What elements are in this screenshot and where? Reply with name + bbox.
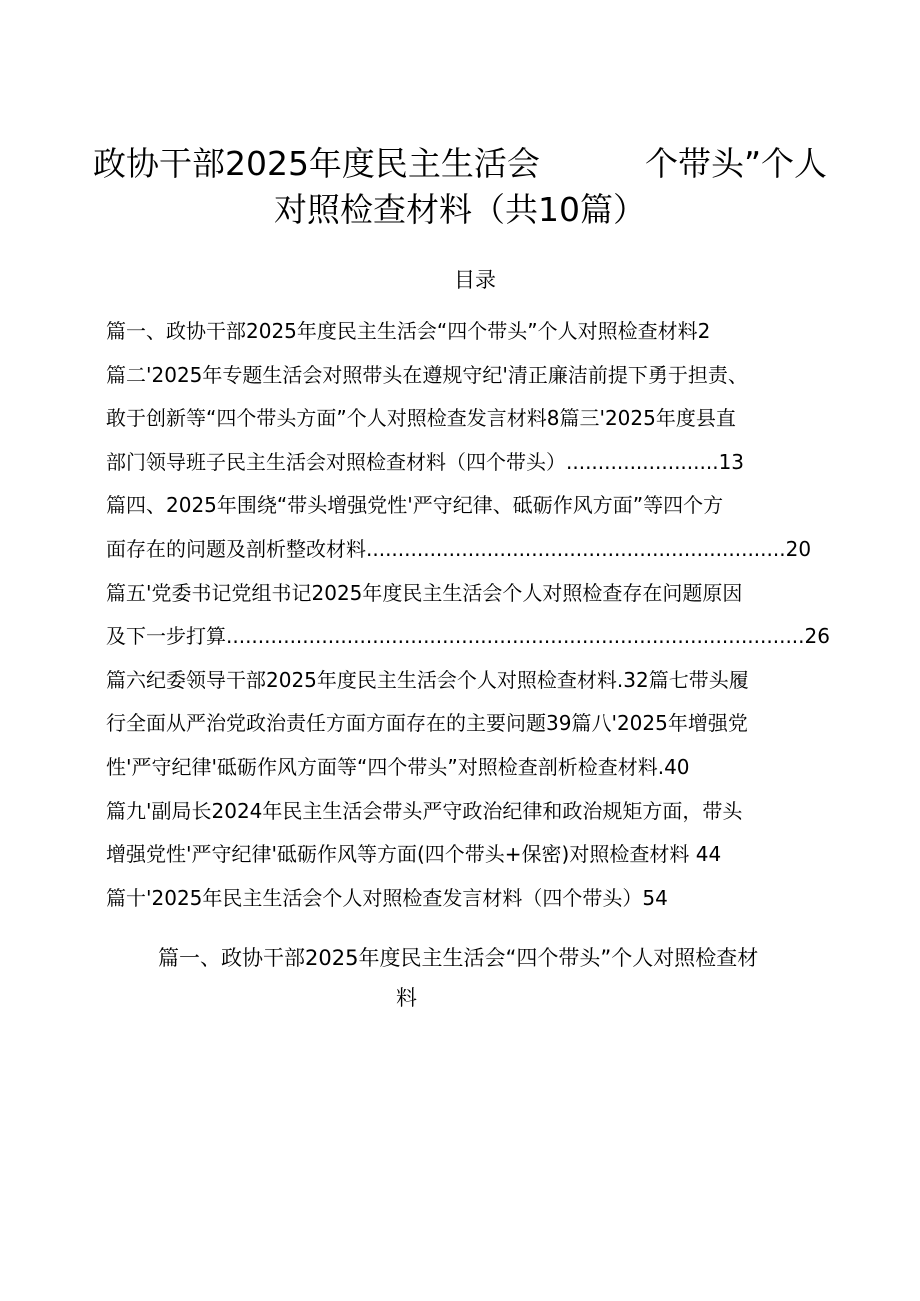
toc-heading: 目录 — [454, 268, 496, 292]
toc-line: 部门领导班子民主生活会对照检查材料（四个带头）........................13 — [106, 449, 745, 474]
toc-line: 篇四、2025年围绕“带头增强党性'严守纪律、砥砺作风方面”等四个方 — [106, 493, 724, 518]
table-of-contents — [106, 310, 846, 920]
toc-line: 篇九'副局长2024年民主生活会带头严守政治纪律和政治规矩方面，带头 — [106, 798, 743, 823]
document-title-line-1 — [0, 138, 920, 185]
toc-line: 篇五'党委书记党组书记2025年度民主生活会个人对照检查存在问题原因 — [106, 580, 743, 605]
toc-line: 敢于创新等“四个带头方面”个人对照检查发言材料8篇三'2025年度县直 — [106, 406, 736, 431]
toc-line: 行全面从严治党政治责任方面方面存在的主要问题39篇八'2025年增强党 — [106, 711, 748, 736]
toc-line: 增强党性'严守纪律'砥砺作风等方面(四个带头+保密)对照检查材料 44 — [106, 842, 722, 867]
toc-line: 篇十'2025年民主生活会个人对照检查发言材料（四个带头）54 — [106, 885, 668, 910]
title-line-1-right: 个带头”个人 — [644, 144, 828, 183]
section-heading: 篇一、政协干部2025年度民主生活会“四个带头”个人对照检查材 — [158, 946, 759, 970]
toc-line: 篇二'2025年专题生活会对照带头在遵规守纪'清正廉洁前提下勇于担责、 — [106, 362, 748, 387]
toc-line: 及下一步打算...........................................................................................26 — [106, 624, 830, 649]
toc-line: 性'严守纪律'砥砺作风方面等“四个带头”对照检查剖析检查材料.40 — [106, 754, 690, 779]
toc-line: 篇一、政协干部2025年度民主生活会“四个带头”个人对照检查材料2 — [106, 319, 711, 343]
section-heading-continuation: 料 — [396, 986, 417, 1010]
toc-line: 篇六纪委领导干部2025年度民主生活会个人对照检查材料.32篇七带头履 — [106, 667, 749, 692]
toc-line: 面存在的问题及剖析整改材料..................................................................20 — [106, 536, 812, 561]
title-line-1-left: 政协干部2025年度民主生活会 — [92, 144, 540, 183]
document-title-line-2: 对照检查材料（共10篇） — [274, 190, 646, 229]
